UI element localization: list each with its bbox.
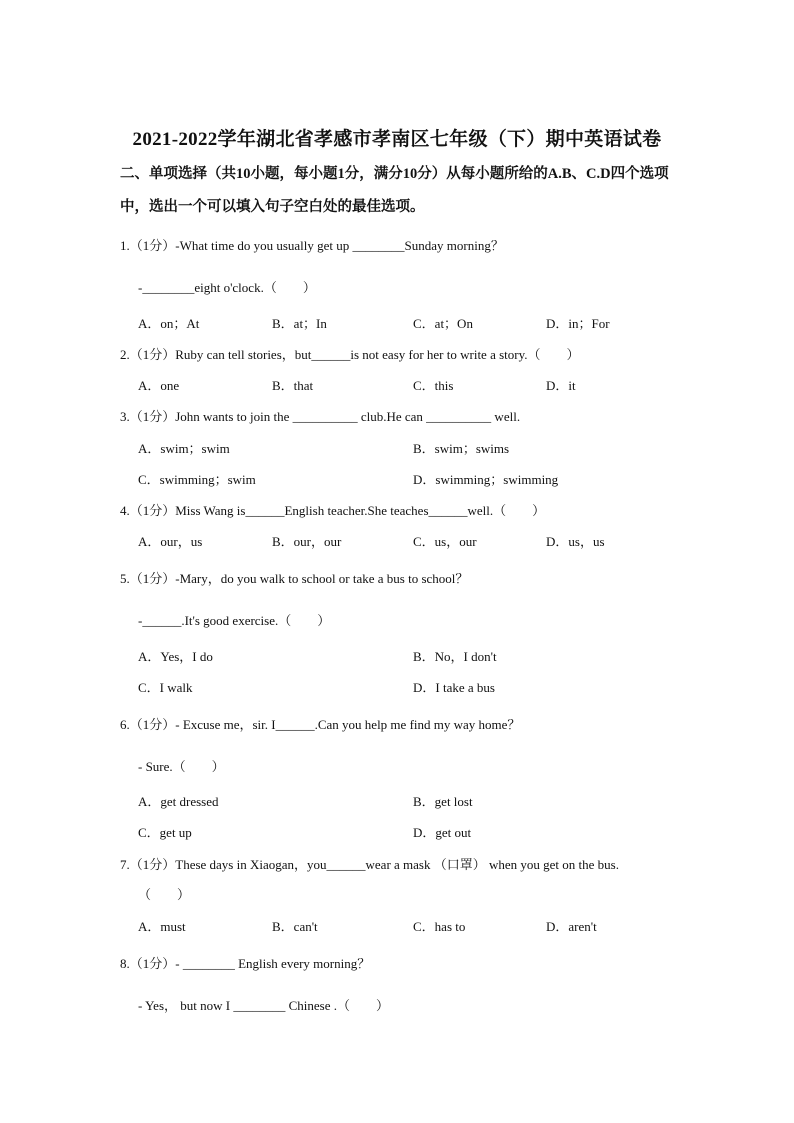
question-3-stem: 3.（1分）John wants to join the __________ club.He can __________ well.: [120, 409, 521, 424]
question-1-stem: 1.（1分）-What time do you usually get up ________Sunday morning？: [120, 238, 504, 253]
question-6-option-b: B．get lost: [413, 794, 473, 809]
question-2-stem: 2.（1分）Ruby can tell stories，but______is not easy for her to write a story.（ ）: [120, 347, 580, 362]
question-3-option-d: D．swimming；swimming: [413, 472, 559, 487]
question-5-option-c: C．I walk: [138, 680, 193, 695]
question-3-option-a: A．swim；swim: [138, 441, 230, 456]
question-2-option-b: B．that: [272, 378, 314, 393]
question-2-option-a: A．one: [138, 378, 180, 393]
question-5-option-b: B．No，I don't: [413, 649, 497, 664]
question-5-option-a: A．Yes，I do: [138, 649, 213, 664]
question-7-option-a: A．must: [138, 919, 186, 934]
question-6-stem: 6.（1分）- Excuse me，sir. I______.Can you help me find my way home？: [120, 717, 521, 732]
question-4-option-c: C．us，our: [413, 534, 477, 549]
question-7-option-b: B．can't: [272, 919, 318, 934]
question-7-option-c: C．has to: [413, 919, 466, 934]
question-1-option-b: B．at；In: [272, 316, 327, 331]
question-5-option-d: D．I take a bus: [413, 680, 495, 695]
question-4-option-d: D．us，us: [546, 534, 605, 549]
question-5-stem: 5.（1分）-Mary，do you walk to school or take a bus to school？: [120, 571, 469, 586]
question-6-line-2: - Sure.（ ）: [138, 759, 225, 774]
question-3-option-c: C．swimming；swim: [138, 472, 256, 487]
question-2-option-c: C．this: [413, 378, 454, 393]
question-6-option-d: D．get out: [413, 825, 472, 840]
question-4-option-b: B．our，our: [272, 534, 342, 549]
question-1-option-a: A．on；At: [138, 316, 200, 331]
question-6-option-a: A．get dressed: [138, 794, 219, 809]
question-4-stem: 4.（1分）Miss Wang is______English teacher.She teaches______well.（ ）: [120, 503, 546, 518]
question-1-line-2: -________eight o'clock.（ ）: [138, 280, 316, 295]
question-3-option-b: B．swim；swims: [413, 441, 510, 456]
question-6-option-c: C．get up: [138, 825, 192, 840]
question-7-line-2: （ ）: [138, 887, 191, 902]
page-title: 2021-2022学年湖北省孝感市孝南区七年级（下）期中英语试卷: [132, 129, 662, 150]
question-4-option-a: A．our，us: [138, 534, 203, 549]
question-1-option-d: D．in；For: [546, 316, 610, 331]
question-8-stem: 8.（1分）- ________ English every morning？: [120, 956, 371, 971]
question-2-option-d: D．it: [546, 378, 576, 393]
question-5-line-2: -______.It's good exercise.（ ）: [138, 613, 331, 628]
section-instructions: 二、单项选择（共10小题，每小题1分，满分10分）从每小题所给的A.B、C.D四个选项中，选出一个可以填入句子空白处的最佳选项。: [120, 166, 669, 215]
question-1-option-c: C．at；On: [413, 316, 473, 331]
question-7-stem: 7.（1分）These days in Xiaogan，you______wear a mask （口罩） when you get on the bus.: [120, 857, 619, 872]
question-7-option-d: D．aren't: [546, 919, 597, 934]
question-8-line-2: - Yes， but now I ________ Chinese .（ ）: [138, 998, 389, 1013]
